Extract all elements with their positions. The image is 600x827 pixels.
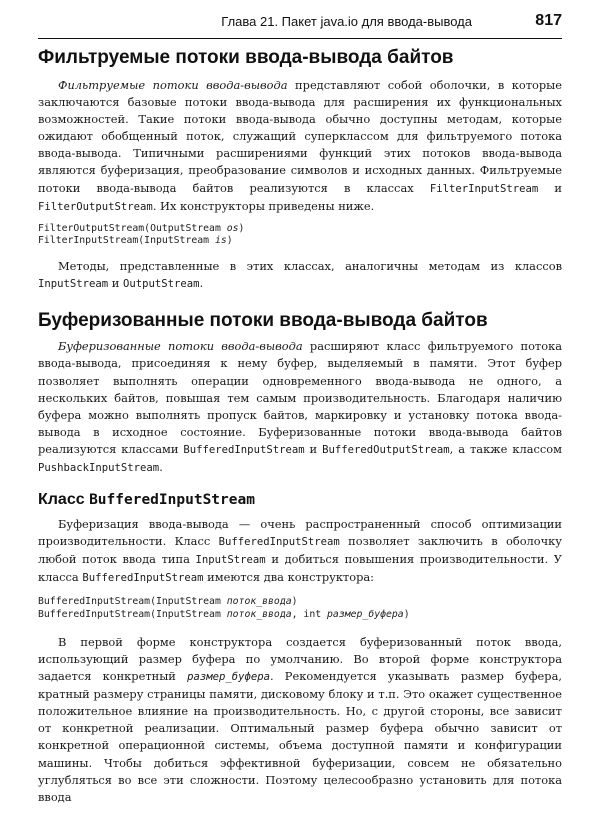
text-run: и bbox=[538, 180, 562, 195]
text-run: позволяет заключить в оболочку любой поток ввода типа bbox=[38, 534, 562, 567]
code-param: os bbox=[226, 222, 239, 234]
running-head bbox=[38, 12, 562, 39]
text-run: В первой форме конструктора создается буферизованный поток ввода, использующий размер буфера по умолчанию. Во второй форме конструктора задается конкретный bbox=[38, 634, 562, 684]
code-param: размер_буфера bbox=[327, 608, 404, 620]
class-name: InputStream bbox=[38, 278, 109, 291]
code-block-filter-constructors bbox=[38, 223, 562, 247]
chapter-title: Глава 21. Пакет java.io для ввода-вывода bbox=[221, 14, 472, 29]
param-name: размер_буфера bbox=[187, 671, 270, 684]
code-text: FilterOutputStream(OutputStream bbox=[38, 222, 227, 234]
paragraph-bis-intro bbox=[38, 516, 562, 587]
code-param: поток_ввода bbox=[226, 608, 292, 620]
code-param: поток_ввода bbox=[226, 596, 292, 608]
text-run: расширяют класс фильтруемого потока ввода-вывода, присоединяя к нему буфер, выделяемый в памяти. Этот буфер позволяет выполнять операции одновременного ввода-вывода не одного, а нескольких байтов, повышая тем самым производительность. Благодаря наличию буфера можно выполнять пропуск байтов, маркировку и установку потока ввода-вывода в исходное состояние. Буферизованные потоки ввода-вывода байтов реализуются классами bbox=[38, 339, 562, 456]
text-run: имеются два конструктора: bbox=[203, 570, 375, 585]
text-run: Методы, представленные в этих классах, аналогичны методам из классов bbox=[58, 259, 562, 274]
class-name: BufferedOutputStream bbox=[322, 443, 450, 456]
text-run: и bbox=[108, 276, 124, 291]
code-param: is bbox=[214, 234, 227, 246]
italic-term: Фильтруемые потоки ввода-вывода bbox=[58, 78, 288, 92]
class-name: BufferedInputStream bbox=[183, 443, 305, 456]
text-run: и bbox=[304, 441, 323, 456]
text-run: Буферизация ввода-вывода — очень распространенный способ оптимизации производительности. Класс bbox=[38, 517, 562, 549]
code-text: ) bbox=[403, 608, 410, 620]
text-run: и добиться повышения производительности. У класса bbox=[38, 552, 562, 585]
class-name: OutputStream bbox=[123, 278, 200, 291]
code-block-bis-constructors bbox=[38, 596, 562, 620]
section-heading-buffered: Буферизованные потоки ввода-вывода байтов bbox=[38, 310, 488, 332]
italic-term: Буферизованные потоки ввода-вывода bbox=[58, 339, 303, 354]
paragraph-filtered-intro bbox=[38, 77, 562, 216]
page-body bbox=[38, 46, 562, 806]
code-text: BufferedInputStream(InputStream bbox=[38, 596, 227, 608]
subsection-heading-bufferedinputstream bbox=[38, 489, 562, 511]
paragraph-buffered-intro bbox=[38, 338, 562, 477]
code-text: BufferedInputStream(InputStream bbox=[38, 608, 227, 620]
heading-text: Класс bbox=[38, 491, 90, 509]
text-run: представляют собой оболочки, в которые заключаются базовые потоки ввода-вывода для расширения их функциональных возможностей. Такие потоки ввода-вывода обычно доступны методам, которые ожидают обобщенный поток, служащий суперклассом для фильтруемого потока ввода-вывода. Типичными расширениями функций этих потоков ввода-вывода являются буферизация, преобразование символов и исходных данных. Фильтруемые потоки ввода-вывода байтов реализуются в классах bbox=[38, 78, 562, 195]
class-name: BufferedInputStream bbox=[82, 572, 204, 585]
class-name: FilterOutputStream bbox=[38, 200, 153, 213]
class-name: InputStream bbox=[195, 554, 266, 567]
code-text: , int bbox=[291, 608, 328, 620]
class-name: PushbackInputStream bbox=[38, 462, 160, 474]
section-heading-filtered: Фильтруемые потоки ввода-вывода байтов bbox=[38, 47, 454, 68]
class-name: FilterInputStream bbox=[429, 182, 539, 195]
page-number: 817 bbox=[535, 12, 562, 29]
text-run: . bbox=[199, 276, 204, 291]
text-run: . Их конструкторы приведены ниже. bbox=[152, 198, 375, 213]
text-run: , а также классом bbox=[449, 441, 562, 456]
paragraph-bis-forms bbox=[38, 634, 562, 806]
text-run: . bbox=[159, 460, 163, 474]
text-run: . Рекомендуется указывать размер буфера, кратный размеру страницы памяти, дисковому блоку и т.п. Это окажет существенное положительное влияние на производительность. Но, с другой стороны, все зависит от конкретной реализации. Оптимальный размер буфера обычно зависит от конкретной операционной системы, объема доступной памяти и конфигурации машины. Чтобы добиться эффективной буферизации, совсем не обязательно углубляться во все эти сложности. Поэтому целесообразно установить для потока ввода bbox=[38, 669, 562, 804]
code-text: ) bbox=[238, 222, 245, 234]
code-text: ) bbox=[226, 234, 233, 246]
heading-class-name: BufferedInputStream bbox=[89, 492, 255, 509]
code-text: FilterInputStream(InputStream bbox=[38, 234, 215, 246]
class-name: BufferedInputStream bbox=[218, 536, 340, 549]
code-text: ) bbox=[291, 596, 298, 608]
paragraph-filtered-methods bbox=[38, 258, 562, 293]
